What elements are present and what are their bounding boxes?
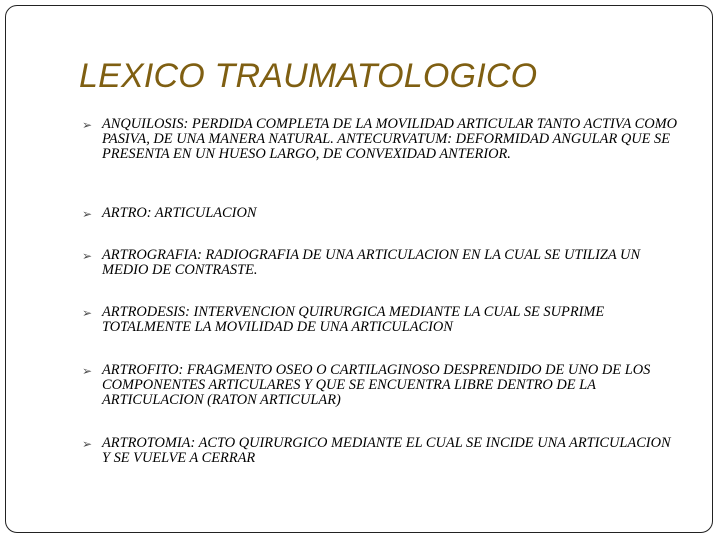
- bullet-text: ARTRO: ARTICULACION: [102, 205, 257, 221]
- bullet-item-artrotomia: [82, 436, 682, 466]
- bullet-text: ANQUILOSIS: PERDIDA COMPLETA DE LA MOVILIDAD ARTICULAR TANTO ACTIVA COMO PASIVA, DE UNA MANERA NATURAL. ANTECURVATUM: DEFORMIDAD ANGULAR QUE SE PRESENTA EN UN HUESO LARGO, DE CONVEXIDAD ANTERIOR.: [102, 116, 677, 162]
- bullet-text: ARTRODESIS: INTERVENCION QUIRURGICA MEDIANTE LA CUAL SE SUPRIME TOTALMENTE LA MOVILIDAD DE UNA ARTICULACION: [102, 304, 605, 335]
- arrow-bullet-icon: ➢: [82, 249, 93, 263]
- bullet-item-artro: [82, 206, 682, 221]
- arrow-bullet-icon: ➢: [82, 306, 93, 320]
- bullet-text: ARTROTOMIA: ACTO QUIRURGICO MEDIANTE EL CUAL SE INCIDE UNA ARTICULACION Y SE VUELVE A CERRAR: [102, 435, 671, 466]
- bullet-item-anquilosis: [82, 117, 682, 162]
- bullet-item-artrografia: [82, 248, 682, 278]
- bullet-text: ARTROFITO: FRAGMENTO OSEO O CARTILAGINOSO DESPRENDIDO DE UNO DE LOS COMPONENTES ARTICULARES Y QUE SE ENCUENTRA LIBRE DENTRO DE LA ARTICULACION (RATON ARTICULAR): [102, 362, 651, 408]
- arrow-bullet-icon: ➢: [82, 207, 93, 221]
- bullet-item-artrofito: [82, 363, 682, 408]
- bullet-text: ARTROGRAFIA: RADIOGRAFIA DE UNA ARTICULACION EN LA CUAL SE UTILIZA UN MEDIO DE CONTRASTE.: [102, 247, 641, 278]
- slide-title: LEXICO TRAUMATOLOGICO: [79, 57, 538, 95]
- bullet-item-artrodesis: [82, 305, 682, 335]
- arrow-bullet-icon: ➢: [82, 364, 93, 378]
- arrow-bullet-icon: ➢: [82, 437, 93, 451]
- arrow-bullet-icon: ➢: [82, 118, 93, 132]
